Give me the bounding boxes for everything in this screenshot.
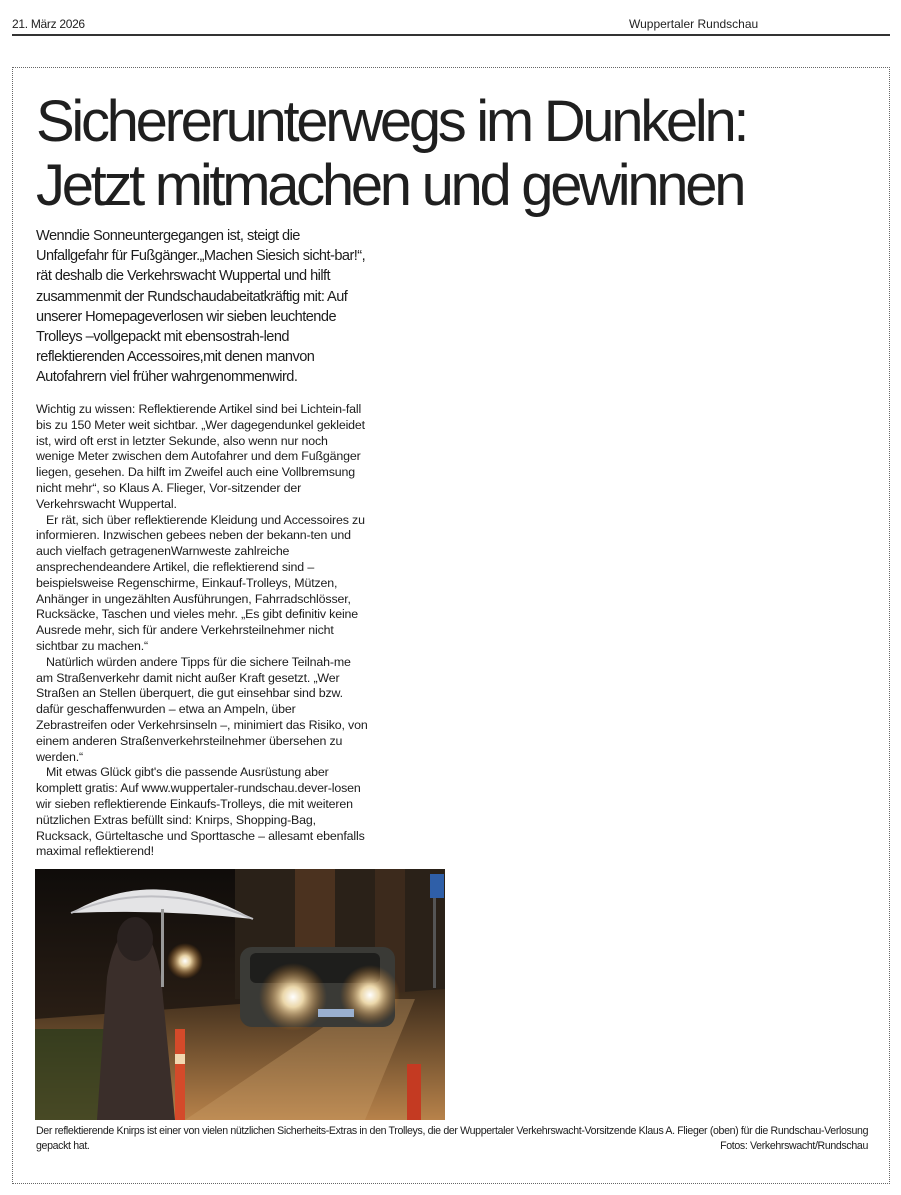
- blank-photo-area: [368, 222, 798, 862]
- photo-caption: [36, 1124, 872, 1154]
- body-paragraph: Mit etwas Glück gibt's die passende Ausrüstung aber komplett gratis: Auf www.wuppertaler-rundschau.dever-losen wir sieben reflektierende Einkaufs-Trolleys, die mit weiteren nützlichen Extras befüllt sind: Knirps, Shopping-Bag, Rucksack, Gürteltasche und Sporttasche – allesamt ebenfalls maximal reflektierend!: [36, 765, 365, 859]
- article-headline: [36, 90, 856, 218]
- article-lead: Wenndie Sonneuntergegangen ist, steigt die Unfallgefahr für Fußgänger.„Machen Siesich sicht-bar!“, rät deshalb die Verkehrswacht Wuppertal und hilft zusammenmit der Rundschaudabeitatkräftig mit: Auf unserer Homepageverlosen wir sieben leuchtende Trolleys –vollgepackt mit ebensostrah-lend reflektierenden Accessoires,mit denen manvon Autofahrern viel früher wahrgenommenwird.: [36, 228, 366, 386]
- body-paragraph: Natürlich würden andere Tipps für die sichere Teilnah-me am Straßenverkehr damit nicht außer Kraft gesetzt. „Wer Straßen an Stellen überquert, die gut einsehbar sind bzw. dafür geschaffenwurden – etwa an Ampeln, über Zebrastreifen oder Verkehrsinseln –, minimiert das Risiko, von einem anderen Straßenverkehrsteilnehmer übersehen zu werden.“: [36, 654, 368, 764]
- page-header: [12, 14, 890, 36]
- headline-line-1: Sichererunterwegs im Dunkeln:: [36, 89, 747, 154]
- article-photo: [35, 869, 445, 1120]
- body-paragraph: Er rät, sich über reflektierende Kleidung und Accessoires zu informieren. Inzwischen gebees neben der bekann-ten und auch vielfach getragenenWarnweste zahlreiche ansprechendeandere Artikel, die reflektierend sind – beispielsweise Regenschirme, Einkauf-Trolleys, Mützen, Anhänger in ungezählten Ausführungen, Fahrradschlösser, Rucksäcke, Taschen und vieles mehr. „Es gibt definitiv keine Ausrede mehr, sich für andere Verkehrsteilnehmer nicht sichtbar zu machen.“: [36, 512, 365, 653]
- issue-date: 21. März 2026: [12, 17, 85, 31]
- publication-name: Wuppertaler Rundschau: [629, 17, 759, 31]
- headline-line-2: Jetzt mitmachen und gewinnen: [36, 153, 744, 218]
- body-paragraph: Wichtig zu wissen: Reflektierende Artikel sind bei Lichtein-fall bis zu 150 Meter weit sichtbar. „Wer dagegendunkel gekleidet ist, wird oft erst in letzter Sekunde, also wenn nur noch wenige Meter zwischen dem Autofahrer und dem Fußgänger liegen, gesehen. Da hilft im Zweifel auch eine Vollbremsung nicht mehr“, so Klaus A. Flieger, Vor-sitzender der Verkehrswacht Wuppertal.: [36, 402, 365, 511]
- night-street-photo: [35, 869, 445, 1120]
- caption-text: Der reflektierende Knirps ist einer von vielen nützlichen Sicherheits-Extras in den Trolleys, die der Wuppertaler Verkehrswacht-Vorsitzende Klaus A. Flieger (oben) für die Rundschau-Verlosung gepackt hat.: [36, 1125, 869, 1152]
- photo-credit: Fotos: Verkehrswacht/Rundschau: [720, 1140, 868, 1152]
- article-body: [36, 402, 368, 860]
